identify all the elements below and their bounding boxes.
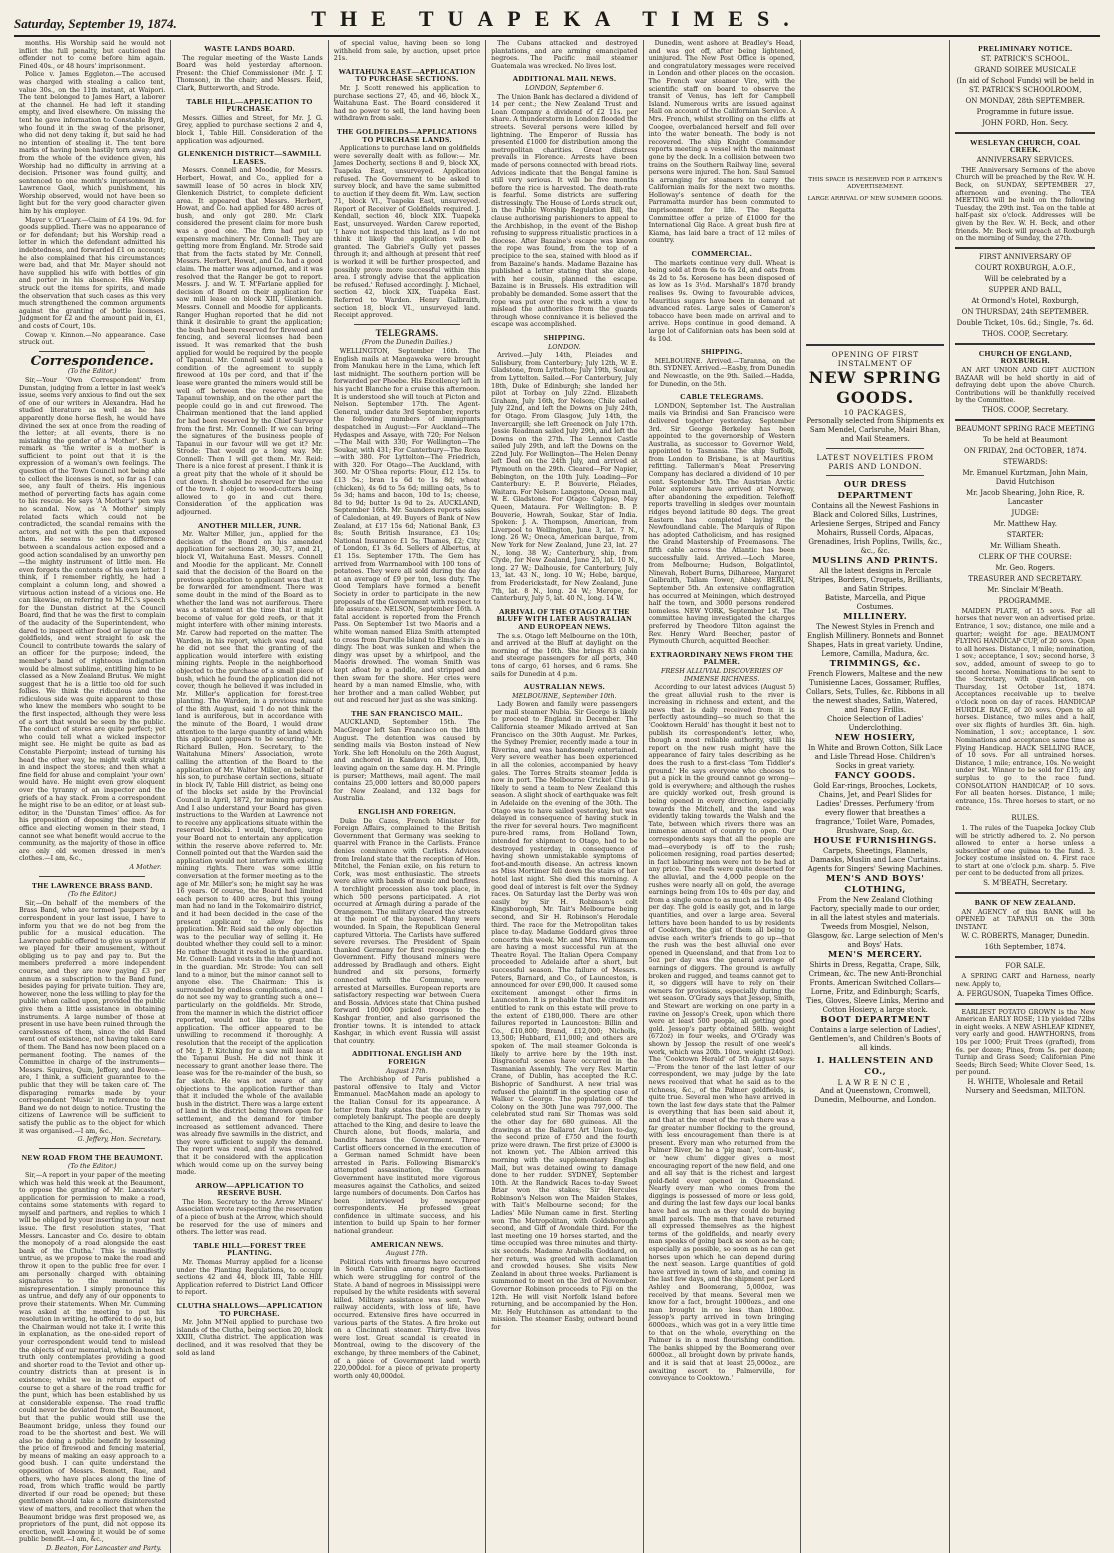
clerk-label: CLERK OF THE COURSE: bbox=[978, 552, 1072, 561]
article-text: Mr. J. Scott renewed his application to purchase sections 27, 45, and 46, block X., Waitahuna East. The Board considered it had no power to sell, the land having been withdrawn from sale. bbox=[333, 83, 481, 123]
races-date: ON FRIDAY, 2nd OCTOBER, 1874. bbox=[963, 446, 1087, 455]
firm-name: I. HALLENSTEIN AND CO., bbox=[816, 1056, 934, 1077]
wesleyan-heading: WESLEYAN CHURCH, COAL CREEK. bbox=[970, 137, 1081, 155]
article-text: Mayer v. O'Leary.—Claim of £4 19s. 9d. for goods supplied. There was no appearance of or for defendant; but his Worship read a letter in which the defendant admitted his indebtedness, and forwarded £1 on account; he also complained that his circumstances were bad, and that Mr. Mayer should not have supplied his wife with bottles of gin and porter in his absence. His Worship struck out the items for spirits, and made the observation that such cases as this very much strengthened the common arguments against the granting of bottle licenses. Judgment for £2 and the amount paid in, £1, and costs of Court, 10s. bbox=[19, 215, 166, 330]
letter-signature: G. Jeffery, Hon. Secretary. bbox=[77, 1135, 162, 1144]
ad-section: NEW HOSIERY, bbox=[834, 733, 916, 743]
rules-heading: RULES. bbox=[1011, 813, 1040, 822]
bank-date: 16th September, 1874. bbox=[984, 943, 1066, 952]
divider bbox=[955, 419, 1095, 421]
ad-text: Gold Ear-rings, Brooches, Lockets, Chains, Jet, and Pearl Slides for Ladies' Dresses. Perfumery 'from every flower that breathes a fragrance,' Toilet Ware, Pomades, Brushware, Soap, &c. bbox=[813, 782, 938, 835]
church-heading: CHURCH OF ENGLAND, ROXBURGH. bbox=[978, 348, 1072, 366]
divider bbox=[826, 448, 925, 449]
soiree-date: ON MONDAY, 28th SEPTEMBER. bbox=[965, 96, 1085, 105]
editor-note: (To the Editor.) bbox=[67, 1162, 117, 1171]
article-heading: ARRIVAL OF THE OTAGO AT THE BLUFF WITH LATER AUSTRALIAN AND EUROPEAN NEWS. bbox=[496, 606, 632, 631]
subheading: GLENKENICH DISTRICT—SAWMILL LEASES. bbox=[177, 149, 322, 166]
divider bbox=[39, 876, 145, 877]
reserved-ad-space bbox=[806, 40, 945, 340]
ad-text: Batiste, Marcella, and Pique Costumes. bbox=[824, 594, 926, 611]
clerk-name: Mr. Geo. Rogers. bbox=[995, 563, 1056, 572]
column-5 bbox=[644, 40, 801, 1553]
rules-signature: S. M'BEATH, Secretary. bbox=[983, 879, 1068, 888]
article-text: The Union Bank has declared a dividend of 14 per cent.; the New Zealand Trust and Loan Company a dividend of £2 11s. per share. A thunderstorm in London flooded the streets. Several persons were killed by lightning. The Emperor of Russia has presented £1000 for distribution among the metropolitan charities. Great distress prevails in Florence. Arrests have been made of persons connected with bread riots. Advices indicate that the Bengal famine is still very serious. It will be five months before the rice is harvested. The death-rate is fearful. Some districts are suffering distressingly. The House of Lords struck out, in the Public Worship Regulation Bill, the clause authorising parishioners to appeal to the Archbishop, in the event of the Bishop refusing to suppress ritualistic practices in a diocese. After Bazaine's escape was known the rope was found, from the top of a precipice to the sea, stained with blood as if from Bazaine's hands. Madame Bazaine has published a letter stating that she alone, with her cousin, planned the escape. Bazaine is in Brussels. His extradition will probably be demanded. Some assert that the rope was put over the rock with a view to mislead the authorities from the guards through whose connivance it is believed the escape was accomplished. bbox=[491, 92, 638, 329]
ad-text: Choice Selection of Ladies' Underclothing. bbox=[827, 715, 924, 732]
ad-heading: OPENING OF FIRST INSTALMENT OF bbox=[831, 350, 919, 368]
divider bbox=[39, 1148, 145, 1149]
sale-heading: FOR SALE. bbox=[1005, 962, 1046, 971]
bank-signature: W. C. ROBERTS, Manager, Dunedin. bbox=[961, 932, 1090, 941]
article-text: Dunedin, went ashore at Bradley's Head, and was got off, after being lightened, uninjured. The New Post Office is opened, and congratulatory messages were received in London and other places on the occasion. The French war steamer Vire, with the scientific staff on board to observe the transit of Venus, has left for Campbell Island. Numerous writs are issued against Hall on account of the Californian Service. A Mrs. French, whilst strolling on the cliffs at Coogee, overbalanced herself and fell over into the water beneath. The body is not recovered. The ship Knight Commander reports meeting a vessel with the mainmast gone by the deck. In a collision between two trains on the Southern Railway line, several persons were injured. The hon. Saul Samuel is arranging for steamers to carry the Californian mails for the next two months. Holloway's sentence of death for the Parramatta murder has been commuted to imprisonment for life. The Regatta Committee offer a prize of £1000 for the International Gig Race. A great bush fire at Kiama, has laid bare a tract of 12 miles of country. bbox=[648, 39, 795, 245]
article-heading: CABLE TELEGRAMS. bbox=[680, 392, 764, 402]
anniversary-title: ANNIVERSARY SERVICES. bbox=[976, 155, 1074, 164]
treasurer-name: Mr. Sinclair M'Beath. bbox=[987, 585, 1064, 594]
ad-text: French Flowers, Maltese and the new Tunisienne Laces, Gossamer, Ruffles, Collars, Sets, Tulles, &c. Ribbons in all the newest shades, Satin, Watered, and Fancy Frillis. bbox=[805, 670, 945, 714]
starter-name: Mr. William Sheath. bbox=[990, 541, 1061, 550]
reserved-sub: LARGE ARRIVAL OF NEW SUMMER GOODS. bbox=[807, 195, 943, 202]
bank-heading: BANK OF NEW ZEALAND. bbox=[974, 898, 1076, 908]
soiree-signature: JOHN FORD, Hon. Secy. bbox=[982, 118, 1069, 127]
column-2 bbox=[171, 40, 328, 1553]
ad-section: MUSLINS AND PRINTS. bbox=[812, 556, 939, 566]
church-signature: THOS. COOP, Secretary. bbox=[982, 405, 1069, 414]
article-text: of special value, having been so long withheld from sale, by auction, upset price 21s. bbox=[333, 39, 481, 63]
court-signature: THOS. COOP, Secretary. bbox=[982, 329, 1069, 338]
article-heading: ADDITIONAL ENGLISH AND FOREIGN bbox=[351, 1049, 462, 1066]
notice-heading: PRELIMINARY NOTICE. bbox=[978, 44, 1073, 53]
letter-text: Sir,—Your 'Own Correspondent' from Dunstan, judging from a letter in last week's issue, seems very anxious to find out the sex of one of our writers in Alexandra. Had he studied literature as well as he has apparently done horse flesh, he would have divined the sex at once from the reading of the letter; at all events, there is no mistaking the gender of a 'Mother'. Such a remark as 'the writer is a mother' is sufficient to point out that it is the expression of a woman's own feelings. The question of the Town Council not being able to collect the licenses is not, so far as I can see, any fault of theirs. His ingenious method of perverting facts has again come to his rescue. He says 'A Mother's' pen was no scandal. Now, as 'A Mother' simply related facts which could not be contradicted, the scandal remains with the actors, and not with the pen that exposed them. He seems to see no difference between a scandalous action exposed and a good action scandalised by an unworthy pen—the mighty instrument of little men. He even forgets the contents of his own letter. I think, if I remember rightly, he had a complaint a column long, and showed a virtuous action instead of a vicious one. He can likewise, on referring to M.P.C.'s speech for the Dunstan district at the Council Board, find that he was the first to complain of the audacity of the Superintendent, who dared to inspect either food or liquor on the goldfields, and went straight to ask the Council to contribute towards the salary of an officer for the purpose; indeed, the member's band of righteous indignation would be almost sublime, entitling him to be classed as a New Zealand Brutus. We might suggest that he is a little too old for such follies. We think the ridiculous and the ridiculous side was quite apparent to those who knew the members who sought to be the first inspected, although they were less of a sort that would be seen by the public. The conduct of stores are quite perfect; yet who could tell what a wicked inspector might see. He might be quite as bad as Constable Pierpoint; instead of turning his head the other way, he might walk straight in and inspect the stores; and then what a fine field for abuse and complaint 'your own' would have. He might even grow eloquent over the tyranny of an inspector and the griefs of a hay stack. From a correspondent he might rise to be an editor, or at least sub-editor, in the 'Dunstan Times' office. As for his proposition of deposing the men from office and electing women in their stead, I cannot see what benefit would accrue to the community, as the majority of those in office are only old women dressed in men's clothes.—I am, &c., bbox=[19, 375, 166, 863]
article-text: LONDON, September 1st. The Australian mails via Brindisi and San Francisco were delivered together yesterday. September 3rd. Sir George Berkeley has been appointed to the governorship of Western Australia, as successor to Governor Weld, appointed to Tasmania. The ship Suffolk, from London to Brisbane, is at Mauritius refitting. Tallerman's Meat Preserving Company has declared a dividend of 10 per cent. September 5th. The Austrian Arctic Polar explorers have arrived at Norway, after abandoning the expedition. Telefhoff reports travelling in sledges over mountain ridges beyond latitude 80 degs. The great Eastern has completed laying the Newfoundland cable. The Marquis of Ripon has adopted Catholicism, and has resigned the Grand Mastership of Freemasons. The fifth cable across the Atlantic has been successfully laid. Arrived.—Loch Maree, from Melbourne; Hudson, Bolgatlintol, Ninevah, Robert Burns, Dilhareee, Margaret Galbraith, Tallam Tower, Abbey. BERLIN, September 5th. An extensive conflagration has occurred at Meiningen, which destroyed half the town, and 3000 persons rendered homeless. NEW YORK, September 1st. The committee having investigated the charges preferred by Theodore Tilton against the Rev. Henry Ward Beecher, pastor of Plymouth Church, acquitted Beecher. bbox=[648, 401, 795, 646]
court-text: Will be celebrated by a bbox=[984, 274, 1067, 283]
court-place: At Ormond's Hotel, Roxburgh, bbox=[971, 296, 1080, 305]
article-text: The regular meeting of the Waste Lands Board was held yesterday afternoon. Present: the Chief Commissioner (Mr. J. T. Thomson), in the chair; and Messrs. Reid, Clark, Butterworth, and Strode. bbox=[176, 53, 323, 92]
ad-text: LATEST NOVELTIES FROM PARIS AND LONDON. bbox=[816, 453, 934, 471]
subheading: ANOTHER MILLER, JUNR. bbox=[197, 520, 302, 530]
letter-text: Sir,—On behalf of the members of the Brass Band, who are termed 'paupers' by a correspondent in your last issue, I have to inform you that we do not beg from the public for a musical education. The Lawrence public offered to give us support if we played for their amusement, without obliging us to pay and pay to. But the members preferred a more independent course, and they are now paying £3 per annum as a subscription to the Band fund, besides paying for private tuition. They are, however, none the less willing to play for the public when called upon, provided the public give them a little assistance in obtaining instruments. A large number of those at present in use have been ruined through the carelessness of them, since the old Band went out of existence, not having taken care of them. The Band has now been placed on a permanent footing. The names of the Committee in charge of the instruments—Messrs. Squires, Quin, Jeffery, and Bowen—are, I think, a sufficient guarantee to the public that they will be taken care of. The disparaging remarks made by your correspondent 'Music' in reference to the Band we do not deign to notice. Trusting the citizens of Lawrence will be sufficient to satisfy the public as to the object for which it was organised.—I am, &c., bbox=[19, 898, 166, 1135]
column-7 bbox=[950, 40, 1100, 1553]
races-place: To be held at Beaumont bbox=[983, 435, 1068, 444]
divider bbox=[806, 344, 945, 346]
section-heading: Correspondence. bbox=[30, 353, 154, 369]
column-4 bbox=[486, 40, 643, 1553]
programme-text: MAIDEN PLATE, of 15 sovs. For all horses that never won an advertised prize. Entrance, 1 sov.; distance, one mile and a quarter; weight for age. BEAUMONT FLYING HANDICAP CUP, of 20 sovs. Open to all horses. Distance, 1 mile; nomination, 1 sov.; acceptance, 1 sov.; second horse, 3 sov., added, amount of sweep to go to second horse. Nominations to be sent to the Secretary, with qualification, on Thursday, 1st October 1st, 1874. Acceptances receivable up to twelve o'clock noon on day of races. HANDICAP HURDLE RACE, of 20 sovs. Open to all horses. Distance, two miles and a half, over six flights of hurdles 3ft. 6in. high. Nomination, 1 sov.; acceptance, 1 sov. Nominations and acceptance same time as Flying Handicap. HACK SELLING RACE, of 10 sovs. For all untrained horses. Distance, 1 mile; entrance, 10s. No weight under 9st. Winner to be sold for £15; any surplus to go to the race fund. CONSOLATION HANDICAP, of 10 sovs. For all beaten horses. Distance, 1 mile; entrance, 15s. Three horses to start, or no race. bbox=[955, 606, 1095, 813]
ad-text: Personally selected from Shipments ex Sam Mendel, Carlsruhe, Mairi Bhan, and Mail Steamers. bbox=[806, 417, 945, 443]
ad-section: HOUSE FURNISHINGS. bbox=[813, 836, 937, 846]
page-columns bbox=[14, 39, 1100, 1552]
article-text: Mr. John M'Neil applied to purchase two islands of the Clutha, being section 20, block XXIII, Clutha district. The application was declined, and it was resolved that they be sold as land bbox=[176, 1318, 323, 1357]
first-anniversary: FIRST ANNIVERSARY OF bbox=[979, 252, 1072, 261]
dateline: August 17th. bbox=[386, 1066, 428, 1075]
article-heading: COMMERCIAL. bbox=[691, 249, 752, 259]
school-name: ST. PATRICK'S SCHOOL. bbox=[981, 54, 1070, 63]
subheading: CLUTHA SHALLOWS—APPLICATION TO PURCHASE. bbox=[176, 1301, 323, 1318]
ad-text: All the latest designs in Percale Stripes, Borders, Croquets, Brilliants, and Satin Stripes. bbox=[808, 567, 943, 593]
article-text: AUCKLAND, September 15th. The MacGregor left San Francisco on the 18th August. The detention was caused by sending mails via Boston instead of New York. She left Honolulu on the 26th August, and anchored in Kandavu on the 10th, leaving again on the same day. H. M. Pringle is purser; Matthews, mail agent. The mail contains 25,000 letters and 80,000 papers for New Zealand, and 132 bags for Australia. bbox=[333, 718, 481, 803]
article-text: Arrived.—July 14th, Pleiades and Salisbury, from Canterbury; July 12th, W. E. Gladstone, from Lyttelton; July 19th, Soukar, from Lyttelton. Sailed.—For Canterbury, July 18th, Duke of Edinburgh; she landed her pilot at Torbay on July 22nd. Elizabeth Graham, July 16th, for Nelson; Chile sailed July 22nd, and left the Downs on July 24th, for Otago. From Glasgow, July 14th, the Invercargill; she left Greenock on July 17th. Jessie Readman sailed July 29th, and left the Downs on the 27th. The Lennox Castle sailed July 29th, and left the Downs on the 22nd July. For Wellington—The Helen Denny left Deal on the 24th July, and arrived at Plymouth on the 29th. Cleared—For Napier, Bebington, on the 10th July. Loading—For Canterbury: E. P. Bouverie, Pleiades, Waitara. For Nelson: Langstone, Ocean mail, W. E. Gladstone. For Otago: Calypso, May Queen, Mataura. For Wellington: B. P. Bouverie, Howrah, Soukar, Star of India. Spoken: J. A. Thompson, American, from Liverpool to Wellington, June 3, lat. 7 N., long. 26 W.; Oneca, American barque, from New York for New Zealand, June 23, lat. 27 N., long. 38 W.; Canterbury, ship, from Clyde, for New Zealand, June 25, lat. 10 N., long. 27 W.; Dalhousie, for Canterbury, July 13, lat. 43 N., long. 10 W.; Hebe, barque, from Frederickstadt, for New Zealand, June 7th, lat. 8 N., long. 24 W.; Merope, for Canterbury, July 5, lat. 40 N., long. 14 W. bbox=[491, 351, 638, 603]
article-text: Political riots with firearms have occurred in South Carolina among negro factions which were struggling for control of the State. A band of negroes in Mississippi were repulsed by the white residents with several killed. Military assistance was sent. Two railway accidents, with loss of life, have occurred. Extensive fires have occurred in various parts of the States. A fire broke out on a Cincinnati steamer. Thirty-five lives were lost. Great scandal is created in Montreal, owing to the discovery of the exchange, by three members of the Cabinet, of a piece of Government land worth 220,000dol. for a piece of private property worth only 40,000dol. bbox=[333, 1257, 481, 1380]
stewards-label: STEWARDS: bbox=[1002, 457, 1048, 466]
divider bbox=[955, 343, 1095, 345]
stewards-left: Mr. Emanuel Kurtzman, John Main, David Hutchison bbox=[962, 468, 1088, 486]
article-heading: NEW ROAD FROM THE BEAUMONT. bbox=[21, 1152, 163, 1162]
article-text: The markets continue very dull. Wheat is being sold at from 6s to 6s 2d, and oats from 4s 2d to 5s. Kerosene has been disposed of as low as 1s 3½d. Marshall's 1870 brandy realises 9s. Owing to favourable advices, Mauritius sugars have been in demand at advanced rates. Large sales of Cameron's tobacco have been made on arrival and to arrive. Hops continue in good demand. A large lot of Californian oats has been sold at 4s 10d. bbox=[648, 258, 795, 343]
issue-date: Saturday, September 19, 1874. bbox=[14, 16, 177, 31]
article-heading: ADDITIONAL MAIL NEWS. bbox=[512, 74, 617, 84]
dateline: LONDON, September 6. bbox=[525, 83, 604, 92]
divider bbox=[955, 1003, 1095, 1005]
dateline: August 17th. bbox=[386, 1249, 428, 1258]
article-text: Messrs. Gillies and Street, for Mr. J. G. Grey, applied to purchase sections 2 and 4, block 1, Table Hill. Consideration of the application was adjourned. bbox=[176, 113, 323, 145]
sale-text: A SPRING CART and Harness, nearly new. Apply to, bbox=[955, 972, 1095, 989]
hallenstein-advert bbox=[806, 350, 945, 1105]
rules-text: 1. The rules of the Tuapeka Jockey Club will be strictly adhered to. 2. No person allowed to enter a horse unless a subscriber of one guinea to the fund. 3. Jockey costume insisted on. 4. First race to start at one o'clock p.m. sharp. 5. Five per cent to be deducted from all prizes. bbox=[955, 823, 1095, 878]
potato-signature: H. WHITE, Wholesale and Retail Nursery and Seedsman, MILTON. bbox=[965, 1077, 1086, 1095]
bank-text: AN AGENCY of this BANK will be OPENED at TAPANUI on the 30th INSTANT. bbox=[955, 907, 1095, 931]
column-3 bbox=[329, 40, 486, 1553]
court-date: ON THURSDAY, 24th SEPTEMBER. bbox=[961, 307, 1089, 316]
potato-text: EARLIEST POTATO GROWN is the New American EARLY ROSE; 11b yielded 72lbs in eight weeks. A NEW ASHLEAF KIDNEY, very early and good. HAWTHORNS, from 10s per 1000; Fruit Trees (grafted), from 6s. per dozen; Pines, from 5s. per dozen; Turnip and Grass Seed; Californian Pine Seeds; Birch Seed; White Clover Seed, 1s. per pound. bbox=[955, 1007, 1095, 1077]
ticket-prices: Double Ticket, 10s. 6d.; Single, 7s. 6d. bbox=[956, 318, 1094, 327]
ad-section: MEN'S MERCERY. bbox=[827, 950, 923, 960]
starter-label: STARTER: bbox=[1006, 530, 1044, 539]
firm-town: LAWRENCE, bbox=[837, 1078, 913, 1087]
ad-text: Contains a large selection of Ladies', Gentlemen's, and Children's Boots of all kinds. bbox=[809, 1026, 942, 1052]
article-subtitle: FRESH ALLUVIAL DISCOVERIES OF IMMENSE RICHNESS. bbox=[661, 666, 783, 683]
divider bbox=[955, 247, 1095, 249]
ad-text: 10 PACKAGES, bbox=[843, 408, 907, 417]
ad-text: Agents for Singers' Sewing Machines. bbox=[807, 865, 943, 873]
soiree-text: (In aid of School Funds) will be held in ST. PATRICK'S SCHOOLROOM, bbox=[956, 76, 1094, 94]
church-text: AN ART UNION AND GIFT AUCTION BAZAAR will be held shortly in aid of defraying debt upon the above Church. Contributions will be thankfully received by the Committee. bbox=[955, 365, 1095, 405]
article-heading: TELEGRAMS. bbox=[375, 327, 439, 338]
letter-signature: D. Beaton, For Lancaster and Party. bbox=[45, 1544, 162, 1552]
programme-note: Programme in future issue. bbox=[976, 107, 1074, 116]
article-heading: SHIPPING. bbox=[543, 332, 586, 342]
article-heading: AUSTRALIAN NEWS. bbox=[523, 682, 605, 692]
editor-note: (To the Editor.) bbox=[67, 890, 117, 899]
newspaper-title: THE TUAPEKA TIMES. bbox=[311, 6, 803, 31]
wesleyan-text: THE Anniversary Sermons of the above Church will be preached by the Rev. W. H. Beck, on SUNDAY, SEPTEMBER 27, afternoon and evening. The TEA MEETING will be held on the following Tuesday, the 29th inst. Tea on the table at half-past six o'clock. Addresses will be given by the Rev. W. H. Beck, and other friends. Mr. Beck will preach at Roxburgh on the morning of Sunday, the 27th. bbox=[955, 165, 1095, 243]
article-text: The s.s. Otago left Melbourne on the 10th, and arrived at the Bluff at daylight on the morning of the 16th. She brings 83 cabin and steerage passengers for all ports, 340 tons of cargo, 61 horses, and 6 rams. She sails for Dunedin at 4 p.m. bbox=[491, 631, 638, 678]
editor-note: (To the Editor.) bbox=[67, 367, 117, 376]
article-heading: WASTE LANDS BOARD. bbox=[204, 44, 296, 53]
subheading: ARROW—APPLICATION TO RESERVE BUSH. bbox=[195, 1180, 304, 1198]
judge-name: Mr. Matthew Hay. bbox=[993, 519, 1058, 528]
ad-text: The Newest Styles in French and English Millinery. Bonnets and Bonnet Shapes, Hats in great variety. Undine, Lemore, Camilla, Madura, &c. bbox=[807, 623, 944, 658]
ad-section: BOOT DEPARTMENT bbox=[820, 1015, 931, 1025]
article-text: WELLINGTON, September 16th. The English mails at Mangaweka were brought from Manukau here in the Luna, which left last midnight. The southern portion will be forwarded per Phoebe. His Excellency left in his yacht Blanche for a cruise this afternoon. It is understood she will touch at Picton and Nelson. September 17th. The Agent-General, under date 3rd September, reports the following numbers of immigrants despatched in August:—For Auckland—The Hydaspes and Assaye, with 720; For Nelson—The Mail with 330; For Wellington—The Soukar, with 431; For Canterbury—The Roxa—with 380. For Lyttelton—The Friedrich, with 320. For Otago—The Auckland, with 360. Mr O'Shea reports: Flour, £12 15s. to £13 5s.; bran 1s 6d to 1s 8d; wheat (chicken), 4s 6d to 5s 6d; milling oats, 5s to 5s 3d; hams and bacon, 10d to 1s; cheese, 8d to 9d; butter 1s 9d to 2s. AUCKLAND, September 16th. Mr. Saunders reports sales of Caledonian, at 49. Buyers of Bank of New Zealand, at £17 15s 6d; National Bank, £3 8s; South British Insurance, £3 10s; National Insurance £1 5s; Thames, £2; City of London, £1 3s 6d. Sellers of Albertus, at £1 15s. September 17th. The Gem has arrived from Warrnambool with 100 tons of potatoes. They were all sold during the day at an average of £9 per ton, less duty. The Good Templars have formed a benefit Society in order to participate in the new proposals of the Government with respect to life assurance. NELSON, September 16th. A fatal accident is reported from the French Pass. On September 1st two Maoris and a white woman named Eliza Smith attempted to cross from Durville Island to Elmslie's in a dingy. The boat was sunken and when the dingy was upset by a whirlpool, and the Maoris drowned. The woman Smith was kept afloat by a paddle, and stripped and then swam for the shore. Her cries were heard by a man named Elmslie, who, with her brother and a man called Webber, put out and rescued her just as she was sinking. bbox=[333, 346, 481, 705]
races-heading: BEAUMONT SPRING RACE MEETING bbox=[956, 424, 1095, 433]
ad-text: Shirts in Dress, Regatta, Crape, Silk, Crimean, &c. The new Anti-Bronchial Fronts. American Switched Collars—Lorne, Fritz, and Edinburgh; Scarfs, Ties, Gloves, Sleeve Links, Merino and Cotton Hosiery, a large stock. bbox=[806, 961, 945, 1014]
article-text: Mr. Walter Miller, jun., applied for the decision of the Board on his amended application for sections 28, 30, 37, and 21, block VI, Waitahuna East. Messrs. Connell and Moodie for the applicant. Mr. Connell said that the decision of the Board on the previous application to applicant was that it be forwarded for amendment. There was some doubt in the mind of the Board as to whether the land was not auriferous. There was a statement at the time that it might become of value for gold reefs, or that it might interfere with other mining interests. Mr. Carew had reported on the matter. The Warden, in his report, which was read, said he did not see that the granting of the application would interfere with existing mining rights. People in the neighborhood objected to the purchase of a small piece of bush, which he found the application did not cover, though he believed it was included in Mr. Miller's application for forest-tree planting. The Warden, in a previous minute of the 8th August, said 'I do not think the land is auriferous, but in accordance with the minute of the Board, I would draw attention to the large quantity of land which this applicant appears to be securing.' Mr. Richard Bullen, Hon. Secretary, to the Waitahuna Miners' Association, wrote calling the attention of the Board to the application of Mr. Walter Miller, on behalf of his son, to purchase certain sections, situate in block IV, Table Hill district, as being one of the blocks set aside by the Provincial Council in April, 1872, for mining purposes. And I also understand your Board has given instructions to the Warden at Lawrence not to receive any applications situate within the reserved blocks. I would, therefore, urge your Board not to entertain any application within the reserve above referred to. Mr. Connell pointed out that the Warden said the application would not interfere with existing mining rights. There was some little conversation at the former meeting as to the age of Mr. Miller's son; he might say he was 16 years. Of course, the Board had limited each person to 400 acres, but this young man had no land in the Tokomairiro district, and it had been decided in the case of the present applicant to allow for his application. Mr. Reid said the only objection was to the peculiar way of selling it. He doubted whether they could sell to a minor. He rather thought it rested in the guardian. Mr. Connell: Land vests in the infant and not in the guardian. Mr. Strode: You can sell land to a minor, but the minor cannot sell to anyone else. The Chairman: This is surrounded by endless complications, and I do not see my way to granting such a one—particularly on the goldfields. Mr. Strode, from the manner in which the district officer reported, would not like to grant the application. The officer appeared to be unwilling to recommend it thoroughly. A resolution that the receipt of the application of Mr. J. P. Kitching for a saw mill lease at the Tapanui Bush. He did not think it necessary to grant another lease there. The lease was for the re-mainder of the bush, so far sketch. He was not aware of any objections to the application further than that it included the whole of the available bush in the district. There was a large extent of land in the district being thrown open for settlement, and the demand for timber increased as settlement advanced. There was already five sawmills in the district, and they were sufficient to supply the demand. The report was read, and it was resolved that it be considered with the application which would come up on the survey being made. bbox=[176, 530, 323, 1177]
article-text: Mr. Thomas Murray applied for a license under the Planting Regulations, to occupy sections 42 and 44, block III, Table Hill. Application referred to District Land Officer to report. bbox=[176, 1258, 323, 1297]
article-text: Messrs. Connell and Moodie, for Messrs. Herbert, Howat, and Co., applied for a sawmill lease of 50 acres in block XIV, Glenkenich District, to complete deficient area. It appeared that Messrs. Herbert, Howat, and Co. had applied for 480 acres of bush, and only got 280. Mr. Clark considered the present claim for more bush was a good one. The firm had put up expensive machinery. Mr. Connell: They are getting more from England. Mr. Strode said that from the facts stated by Mr. Connell, Messrs. Herbert, Howat, and Co. had a good claim. The matter was adjourned, and it was resolved that the Ranger be got to report. Messrs. J. and W. T. M'Farlane applied for decision of Board on their application for saw mill lease on block XIII, Glenkenich. Messrs. Connell and Moodie for applicants. Ranger Hughan reported that he did not think it desirable to grant the application; the bush had been reserved for firewood and fencing, and several licenses had been issued. It was remarked that the bush applied for would be required by the people of Tapanui. Mr. Connell said it would be a condition of the agreement to supply firewood at 10s per cord, and that if the lease were granted the miners would still be well off between the reserve and the Tapanui township, and on the other part the people could go in and cut firewood. The Chairman mentioned that the land applied for had been reserved by the Chief Surveyor from the first. Mr. Connell: If we can bring the signatures of the business people of Tapanui in our favour will we get it? Mr. Strode: That would go a long way. Mr. Connell: Then I will get them. Mr. Reid: There is a nice forest at present. I think it is a great pity that the whole of it should be cut down. It should be reserved for the use of the town. I object to wood-cutters being allowed to go in and cut there. Consideration of the application was adjourned. bbox=[176, 166, 323, 517]
subheading: WAITAHUNA EAST—APPLICATION TO PURCHASE SECTIONS. bbox=[338, 66, 476, 84]
article-text: Duke De Cazes, French Minister for Foreign Affairs, complained to the British Government that Germany was seeking to quarrel with France in the Carlists. France denies connivance with Carlists. Advices from Ireland state that the reception of Hon. Mitchel, the Fenian exile, on his return to Cork, was most enthusiastic. The streets were alive with bands of music and bonfires. A torchlight procession also took place, in which 500 persons participated. A riot occurred at Armagh during a parade of the Orangemen. The military cleared the streets at the point of the bayonet. Many were wounded. In Spain, the Republican General captured Vittoria. The Carlists have suffered severe reverses. The President of Spain thanked Germany for first recognising the Government. Fifty thousand miners were addressed by Bradlaugh and others. Eight hundred and six persons, formerly connected with the Commune, were arrested at Marseilles. European reports are satisfactory respecting war between Cuera and Bossia. Advices state that China pushed forward 100,000 picked troops to the Kashgar frontier, and also garrisoned the frontier towns. It is intended to attack Kashgar, in which event Russia will assist that country. bbox=[333, 816, 481, 1045]
letter-text: Sir,—A report in your paper of the meeting which was held this week at the Beaumont, to oppose the granting of Mr. Lancaster's application for permission to make a road, contains some statements with regard to myself and partners, and replies to which I will be obliged by your inserting in your next issue. The first resolution states, 'That Messrs. Lancaster and Co. desire to obtain the monopoly of a road alongside the east bank of the Clutha.' This is manifestly untrue, as we propose to make the road and throw it open to the public free for ever. I am personally charged with obtaining signatures to the memorial by misrepresentation. I simply pronounce this as untrue, and defy any of our opponents to prove their statements. When Mr. Cumming was asked at the meeting to put his resolution in writing, he offered to do so, but the Chairman would not take it. I write this in explanation, as the one-sided report of your correspondent would tend to mislead the objects of our memorial, which in honest truth only contemplates providing a good and shorter road to the Teviot and other up-country districts than at present is in existence; whilst we in return expect of course to get a share of the road traffic for the punt, which has been established by us at considerable expense. The road traffic could never be deviated from the Beaumont, but that the public would still use the Beaumont bridge, unless they found our road to be the shortest and best. We will also be doing a public benefit by lessening the price of firewood and fencing material, by means of making an easy approach to a good bush. I can quite understand the opposition of Messrs. Bennett, Rae, and others, who have places along the line of road, from which traffic would be partly diverted if our road be opened; but these gentlemen should take a more disinterested view of matters, and recollect that when the Beaumont bridge was first proposed we, as proprietors of the punt, did not oppose its erection, well knowing it would be of some public benefit.—I am, &c., bbox=[19, 1170, 166, 1544]
article-text: The Hon. Secretary to the Arrow Miners' Association wrote respecting the reservation of a piece of bush at the Arrow, which should be reserved for the use of miners and others. The letter was read. bbox=[176, 1197, 323, 1237]
article-text: Lady Bowen and family were passengers per mail steamer Nubia. Sir George is likely to proceed to England in December. The California steamer Mikado arrived at San Francisco on the 30th August. Mr. Parkes, the Sydney Premier, recently made a tour in Riverina, and was handsomely entertained. Very severe weather has been experienced in all the colonies, accompanied by heavy gales. The Torres Straits steamer Jedda is now in port. The Melbourne Cricket Club is likely to send a team to New Zealand this season. A slight shock of earthquake was felt in Adelaide on the evening of the 30th. The Otago was to have sailed yesterday, but was delayed in consequence of having stuck in the river for several hours. Two magnificent pure-bred rams, from Holland Town, intended for shipment to Otago, had to be destroyed yesterday, in consequence of having shown unmistakable symptoms of foot-and-mouth disease. An actress known as Miss Mortimer fell down the stairs of her hotel last night. She died this morning. A good deal of interest is felt over the Sydney races. On Saturday last the Derby was won easily by Sir H. Robinson's colt Kingsborough, Mr. Tait's Melbourne being second, and Sir H. Robinson's Herodale third. The race for the Metropolitan takes place to-day. Madame Goddard gives three concerts this week. Mr. and Mrs. Williamson are having a most successful run at the Theatre Royal. The Italian Opera Company proceeded to Adelaide after a short, but successful season. The failure of Messrs. Peters, Barnard, and Co., of Launceston, is announced for over £90,000. It caused some excitement amongst other firms in Launceston. It is probable that the creditors entitled to rank on this estate will prove to the extent of £180,000. There are other failures reported in Launceston: Billin and Co., £10,800; Brand, £12,000; Nicholls, 13,500; Hubbard, £11,000; and others are spoken of. The mail steamer Golconda is likely to arrive here by the 19th inst. Disgraceful scenes have occurred in the Tasmanian Assembly. The very Rev. Martin Crane, of Dublin, has accepted the R.C. Bishopric of Sandhurst. A new trial was refused the plaintiff in the sporting case of Walker v. George. The population of the Colony on the 30th June was 797,000. The celebrated stud ram Sir Thomas was sold the other day for 680 guineas. All the drawings at the Ballarat Art Union to-day, the second prize of £750 and the fourth prize were drawn. The first prize of £3000 is not known yet. The Albion arrived this morning with the supplementary English Mail, but was detained owing to damage done to her rudder. SYDNEY, September 10th. At the Randwick Races to-day Sweet Briar won the stakes; Sir Hercules Robinson's Nelson won The Maiden Stakes, with Tait's Melbourne second; for the Ladies' Mile Numan came in first. Sterling won The Metropolitan, with Goldsborough second, and Gift of Avondale third. For the last meeting one 19 horses started, and the time occupied was three minutes and thirty-six seconds. Madame Arabella Goddard, on her return, was greeted with acclamation and crowded houses. She visits New Zealand in about three weeks. Parliament is summoned to meet on the 3rd of November. Governor Robinson proceeds to Fiji on the 12th. He will visit Norfolk Island before returning, and be accompanied by the Hon. Mr. Hely Hutchinson as attendant to the mission. The steamer Easby, outward bound for bbox=[491, 700, 638, 1331]
stewards-right: Mr. Jacob Shearing, John Rice, R. Lancaster bbox=[966, 488, 1085, 506]
divider bbox=[39, 351, 145, 352]
divider bbox=[354, 324, 460, 325]
ad-text: Contains all the Newest Fashions in Black and Colored Silks, Lustrines, Arlesiene Serges, Striped and Fancy Mohairs, Russell Cords, Alpacas, Grenadines, Irish Poplins, Twills, &c., &c., &c. bbox=[808, 502, 943, 555]
article-text: Cowap v. Kinnon.—No appearance. Case struck out. bbox=[19, 330, 166, 347]
article-heading: EXTRAORDINARY NEWS FROM THE PALMER. bbox=[650, 649, 794, 667]
divider bbox=[826, 475, 925, 476]
ad-section: OUR DRESS DEPARTMENT bbox=[837, 480, 913, 501]
court-name: COURT ROXBURGH, A.O.F., bbox=[975, 263, 1076, 272]
ad-section: TRIMMINGS, &c. bbox=[829, 659, 921, 669]
article-text: The Cubans attacked and destroyed plantations, and are arming emancipated negroes. The Pacific mail steamer Guatemala was wrecked. No lives lost. bbox=[491, 39, 638, 70]
dateline: LONDON. bbox=[548, 342, 581, 351]
firm-address: And at Queenstown, Cromwell, Dunedin, Melbourne, and London. bbox=[814, 1087, 937, 1104]
article-text: The Archbishop of Paris published a pastoral offensive to Italy and Victor Emmanuel. MacMahon made an apology to the Italian Consul for its appearance. A letter from Italy states that the country is completely bankrupt. The people are deeply attached to the King, and desire to leave the Church alone, but floods, malaria, and bandits harass the Government. Three Carlist officers concerned in the execution of a German named Schmidt have been arrested in Paris. Following Bismarck's attempted assassination, the German Government have instituted more vigorous measures against the Catholics, and seized large numbers of documents. Don Carlos has been interviewed by newspaper correspondents. He professed great confidence in ultimate success, and his intention to build up Spain to her former national grandeur. bbox=[333, 1075, 481, 1236]
ad-section: MILLINERY. bbox=[843, 612, 908, 622]
supper-title: SUPPER AND BALL, bbox=[988, 285, 1062, 294]
divider bbox=[955, 956, 1095, 958]
article-heading: THE LAWRENCE BRASS BAND. bbox=[31, 880, 153, 890]
soiree-title: GRAND SOIREE MUSICALE bbox=[974, 65, 1077, 74]
article-text: Police v. James Eggleton.—The accused was charged with stealing a calico tent, value 30s., on the 11th instant, at Waipori. The tent belonged to James Hart, a laborer at the channel. He had left it standing empty, and lived elsewhere. On missing the tent he gave information to Constable Byrd, who found it in the swag of the prisoner, who did not deny taking it, but said he had no intention of stealing it. The tent bore marks of having been hastily torn away; and from the whole of the evidence given, his Worship had no difficulty in arriving at a decision. Prisoner was found guilty, and sentenced to one month's imprisonment in Lawrence Gaol, which punishment, his Worship observed, would not have been so light but for the very good character given him by his employer. bbox=[19, 70, 166, 216]
ad-title: NEW SPRING GOODS. bbox=[808, 368, 942, 407]
letter-signature: A Mother. bbox=[129, 862, 162, 871]
subheading: TABLE HILL—FOREST TREE PLANTING. bbox=[193, 1240, 307, 1258]
divider bbox=[955, 892, 1095, 894]
article-subtitle: (From the Dunedin Dailies.) bbox=[361, 338, 453, 347]
article-text: months. His Worship said he would not inflict the full penalty, but cautioned the offender not to come before him again. Fined 40s., or 48 hours' imprisonment. bbox=[19, 39, 166, 70]
subheading: THE GOLDFIELDS—APPLICATIONS TO PURCHASE LANDS. bbox=[336, 126, 478, 144]
sale-signature: A. FERGUSON, Tuapeka Times Office. bbox=[957, 989, 1094, 998]
ad-section: MEN'S AND BOYS' CLOTHING, bbox=[825, 874, 925, 895]
column-1 bbox=[14, 40, 171, 1553]
article-text: MELBOURNE. Arrived.—Taranna, on the 8th. SYDNEY. Arrived.—Easby, from Dunedin and Newcastle, on the 9th. Sailed.—Hadda, for Dunedin, on the 5th. bbox=[648, 356, 795, 388]
article-text: According to our latest advices (August 5) the great alluvial rush to the river is increasing in richness and extent, and the news that is daily received from it is perfectly astounding—so much so that the 'Cooktown Herald' has thought it best not to publish its correspondent's letter, who, though a most reliable authority, still his report on the new rush might have the appearance of fairy tales describing as he does the rush to a first-class 'Tom Tiddler's ground.' He says everyone who chooses to put a pick in the ground cannot go wrong—gold is everywhere; and although the rushes are quickly worked out, fresh ground is being opened in every direction, especially towards the Mitchell, and the land was evidently taking towards the Walsh and the Tate, between which rivers there was an immense amount of country to open. Our correspondents says that all the people are mad—everybody is off to the rush; policemen resigning, road parties deserted; in fact labouring men were not to be had at any price. The reefs were quite deserted for the alluvial, and the 4,000 people on the rushes were nearly all on gold, the average earnings being from 10s to 40s per day, and from a single ounce to as much as 10s to 40s per day. The gold is easily got, and in large quantities, and over a large area. Several letters have been handed to us by residents of Cooktown, the gist of them all being to advise each writer's friends to go up—that the rush was the best alluvial one ever opened in Queensland, and that from 1oz to 5oz per day was the general average of earnings of diggers. The ground is awfully broken and rugged, and teams cannot get to it, so diggers will have to rely on their owners for provisions, especially during the wet season. O'Grady says that Jessop, Smith, and Stewart are working on one party in a ravine on Jessop's Creek, upon which there were at least 500 people, all getting good gold. Jessop's party obtained 58lb. weight (672oz) in four weeks, and O'Grady was shown by Jessop the result of one week's work, which was 20lb. 10oz. weight (240oz). The 'Cooktown Herald' of 5th August says:—'From the tenor of the last letter of our correspondent, we may judge by the late news received that what he said as to the richness, &c., of the Palmer goldfields, is quite true. Several men who have arrived in town the last few days state that the Palmer is everything that has been said about it, and that at the onset of the rush there was a far greater number flocking to the ground, with less encouragement than there is at present. Every man who returned from the Palmer River, be he a 'pig man', 'corn-husk', or 'new chum' digger gives a most encouraging report of the new field, and one and all say that is the richest and largest gold-field ever opened in Queensland. Nearly every man who comes from the diggings is possessed of more or less gold, and during the last few days our local banks have had as much as they could do buying small parcels. The men that have returned all expressed themselves as the highest terms of the goldfields, and nearly every man speaks of going back as soon as he can; especially as possible, so soon as he can get horses upon which he can depend during the next season. Large quantities of gold have arrived in town of late, and coming in the last few days, and the shipment per Lord Ashley and Boomerang, 5,000oz, was received by that means. Several men we know for a fact, brought 1000ozs., and one man brought in no less than 1800oz. Jessop's party arrived in town bringing 6000ozs., which was got in a very little time to that on the whole, everything on the Palmer is in a most flourishing condition. The banks shipped by the Boomerang over 6000oz., all brought down by private hands, and it is said that at least 25,000oz., are awaiting escort to Palmerville, for conveyance to Cooktown.' bbox=[648, 683, 795, 1383]
column-6 bbox=[801, 40, 951, 1553]
treasurer-label: TREASURER AND SECRETARY. bbox=[968, 574, 1083, 583]
judge-label: JUDGE: bbox=[1011, 508, 1039, 517]
reserved-notice: THIS SPACE IS RESERVED FOR P. AITKEN'S ADVERTISEMENT. bbox=[808, 176, 943, 191]
article-heading: SHIPPING. bbox=[701, 347, 743, 357]
masthead bbox=[14, 6, 1100, 37]
programme-heading: PROGRAMME. bbox=[998, 596, 1052, 605]
ad-section: FANCY GOODS. bbox=[834, 771, 916, 781]
divider bbox=[955, 132, 1095, 134]
ad-text: In White and Brown Cotton, Silk Lace and Lisle Thread Hose. Children's Socks in great variety. bbox=[807, 744, 943, 770]
dateline: MELBOURNE, September 10th. bbox=[512, 691, 617, 700]
article-heading: AMERICAN NEWS. bbox=[370, 1239, 444, 1249]
ad-text: Carpets, Sheetings, Flannels, Damasks, Muslin and Lace Curtains. bbox=[810, 847, 941, 864]
article-heading: ENGLISH AND FOREIGN. bbox=[358, 807, 456, 816]
subheading: TABLE HILL—APPLICATION TO PURCHASE. bbox=[186, 96, 313, 114]
article-heading: THE SAN FRANCISCO MAIL. bbox=[351, 708, 463, 718]
article-text: Applications to purchase land on goldfields were severally dealt with as follow:— Mr. James Docherty, sections 8 and 9, block XX, Tuapeka East, unsurveyed. Application refused. The Government to be asked to survey block, and have the same submitted to auction if they deem fit. Wm. Law, section 71, block VI., Tuapeka East, unsurveyed. Report of Receiver of Goldfields required. J. Kendall, section 46, block XIX. Tuapeka East, unsurveyed. Warden Carew reported, 'I have not inspected this land, as I do not think it likely the application will be granted. The Gabriel's Gully yet passes through it; and although at present that reef is worked it will be further prospected, and possibly prove more successful within this area. I strongly advise that the application be refused.' Refused accordingly. J. Michael, section 42, block XIX, Tuapeka East. Referred to Warden. Henry Galbraith, section 18, block VI., unsurveyed land. Receipt approved. bbox=[333, 144, 481, 320]
ad-text: From the New Zealand Clothing Factory, specially made to our order, in all the latest styles and materials. Tweeds from Mosgiel, Nelson, Glasgow, &c. Large selection of Men's and Boys' Hats. bbox=[807, 896, 944, 949]
